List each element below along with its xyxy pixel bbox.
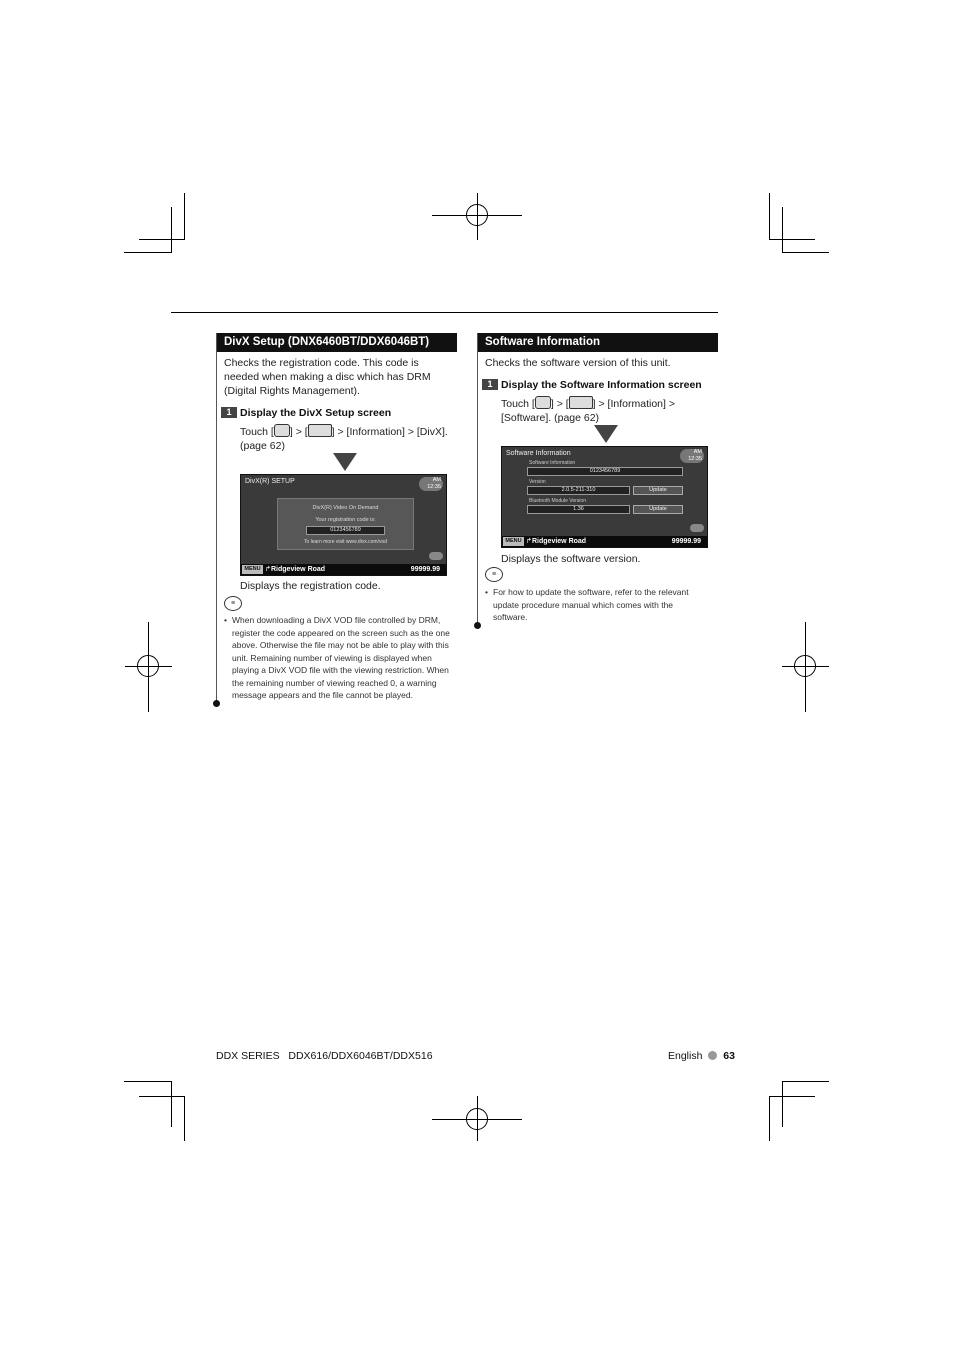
- version-field: 2.0.5-211-310: [527, 486, 630, 495]
- left-margin-rule: [216, 333, 217, 703]
- update-bt-button[interactable]: Update: [633, 505, 683, 514]
- clock-badge: AM 12:35: [419, 477, 443, 491]
- clock-badge: AM 12:35: [680, 449, 704, 463]
- update-software-button[interactable]: Update: [633, 486, 683, 495]
- nav-bar: [241, 564, 446, 575]
- software-code-field: 0123456789: [527, 467, 683, 476]
- back-button[interactable]: [690, 524, 704, 532]
- turn-arrow-icon: ↱: [265, 566, 271, 573]
- down-arrow-icon: [333, 453, 357, 471]
- footer-series: DDX SERIES DDX616/DDX6046BT/DDX516: [216, 1050, 433, 1062]
- software-touch-instructions: Touch [ ] > [ ] > [Information] > [Software]. (page 62): [501, 398, 675, 424]
- right-margin-dot: [474, 622, 481, 629]
- speech-bubble-icon: ≡: [485, 567, 503, 582]
- software-info-screen: Software Information AM 12:35 Software Information 0123456789 Version 2.0.5-211-310 Update Bluetooth Module Version 1.36 Update MENU ↱ Ridgeview Road 99999.99: [501, 446, 708, 548]
- speech-bubble-icon: ≡: [224, 596, 242, 611]
- software-caption: Displays the software version.: [501, 553, 641, 565]
- page-number: 63: [723, 1050, 735, 1062]
- back-button[interactable]: [429, 552, 443, 560]
- divx-setup-heading: DivX Setup (DNX6460BT/DDX6046BT): [217, 333, 457, 352]
- divx-step: [221, 406, 391, 420]
- step-number: 1: [221, 407, 237, 418]
- screen-title: Software Information: [506, 450, 571, 457]
- divx-note: • When downloading a DivX VOD file controlled by DRM, register the code appeared on the screen such as the one above. Otherwise the file may not be able to play with this unit. Remaining number of viewing is displayed when playing a DivX VOD file with the viewing restriction. When the remaining number of viewing reached 0, a warning message appears and the file cannot be played.: [224, 615, 450, 700]
- registration-code: 0123456789: [306, 526, 385, 535]
- top-rule: [171, 312, 718, 313]
- menu-button[interactable]: MENU: [503, 537, 524, 546]
- divx-setup-screen: [240, 474, 447, 576]
- down-arrow-icon: [594, 425, 618, 443]
- software-note: • For how to update the software, refer to the relevant update procedure manual which comes with the software.: [485, 587, 689, 622]
- road-name: Ridgeview Road: [532, 538, 587, 545]
- turn-arrow-icon: ↱: [526, 538, 532, 545]
- divx-intro: Checks the registration code. This code is needed when making a disc which has DRM (Digital Rights Management).: [224, 357, 431, 397]
- step-title: Display the DivX Setup screen: [240, 407, 392, 419]
- step-title: Display the Software Information screen: [501, 379, 702, 391]
- distance: 99999.99: [410, 566, 440, 573]
- step-number: 1: [482, 379, 498, 390]
- menu-button[interactable]: MENU: [242, 565, 263, 574]
- bt-version-field: 1.36: [527, 505, 630, 514]
- software-step: [482, 378, 702, 392]
- road-name: Ridgeview Road: [271, 566, 326, 573]
- wrench-icon: [308, 424, 332, 437]
- footer-page: [668, 1050, 735, 1062]
- screen-title: DivX(R) SETUP: [245, 478, 295, 485]
- right-margin-rule: [477, 333, 478, 625]
- home-menu-icon: [274, 424, 290, 437]
- footer-dot-icon: [708, 1051, 717, 1060]
- distance: 99999.99: [671, 538, 701, 545]
- footer-language: English: [668, 1050, 703, 1062]
- divx-touch-instructions: Touch [ ] > [ ] > [Information] > [DivX]. (page 62): [240, 426, 448, 452]
- nav-bar: [502, 536, 707, 547]
- divx-caption: Displays the registration code.: [240, 580, 381, 592]
- divx-info-panel: DivX(R) Video On Demand Your registration code is: 0123456789 To learn more visit www.divx.com/vod: [277, 498, 414, 550]
- home-menu-icon: [535, 396, 551, 409]
- wrench-icon: [569, 396, 593, 409]
- software-info-heading: Software Information: [478, 333, 718, 352]
- software-intro: Checks the software version of this unit.: [485, 357, 671, 369]
- left-margin-dot: [213, 700, 220, 707]
